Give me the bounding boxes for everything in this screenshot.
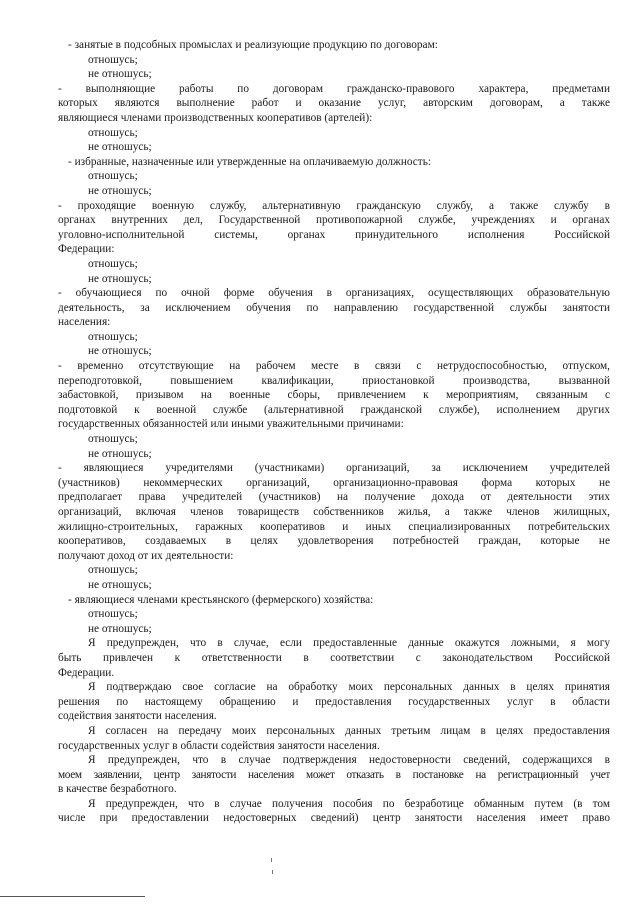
- text-line: населения:: [58, 316, 111, 329]
- option-yes: отношусь;: [88, 126, 138, 139]
- option-yes: отношусь;: [88, 608, 138, 621]
- option-yes: отношусь;: [88, 564, 138, 577]
- list-item: - выполняющие работы по договорам гражданско-правового характера, предметами: [58, 82, 610, 95]
- list-item: - являющиеся учредителями (участниками) организаций, за исключением учредителей: [58, 462, 610, 475]
- list-item: - обучающиеся по очной форме обучения в организациях, осуществляющих образовательную: [58, 287, 610, 300]
- text-line: в качестве безработного.: [58, 783, 177, 796]
- paragraph-line: Я предупрежден, что в случае, если предоставленные данные окажутся ложными, я могу: [88, 637, 610, 650]
- scan-speck: [272, 870, 273, 874]
- text-line: забастовкой, призывом на военные сборы, привлечением к мероприятиям, связанным с: [58, 389, 610, 402]
- text-line: переподготовкой, повышением квалификации, приостановкой производства, вызванной: [58, 374, 610, 387]
- text-line: моем заявлении, центр занятости населения может отказать в постановке на регистрационный учет: [58, 768, 610, 781]
- option-yes: отношусь;: [88, 53, 138, 66]
- option-no: не отношусь;: [88, 447, 152, 460]
- text-line: государственных обязанностей или иными уважительными причинами:: [58, 418, 404, 431]
- list-item: - занятые в подсобных промыслах и реализующие продукцию по договорам:: [68, 39, 438, 51]
- option-no: не отношусь;: [88, 68, 152, 81]
- option-no: не отношусь;: [88, 272, 152, 285]
- text-line: числе при предоставлении недостоверных сведений) центр занятости населения имеет право: [58, 812, 610, 825]
- list-item: - временно отсутствующие на рабочем месте в связи с нетрудоспособностью, отпуском,: [58, 360, 610, 373]
- list-item: - являющиеся членами крестьянского (фермерского) хозяйства:: [68, 593, 374, 606]
- paragraph-line: Я предупрежден, что в случае подтверждения недостоверности сведений, содержащихся в: [88, 754, 610, 767]
- text-line: подготовкой к военной службе (альтернативной гражданской службе), исполнением других: [58, 403, 610, 416]
- scan-speck: [271, 858, 272, 862]
- footnote-rule: [0, 896, 145, 897]
- text-line: которых являются выполнение работ и оказание услуг, авторским договорам, а также: [58, 97, 610, 110]
- paragraph-line: Я подтверждаю свое согласие на обработку моих персональных данных в целях принятия: [88, 681, 610, 694]
- text-line: предполагает права учредителей (участников) на получение дохода от деятельности этих: [58, 491, 610, 504]
- text-line: жилищно-строительных, гаражных кооперативов и иных специализированных потребительских: [58, 520, 610, 533]
- text-line: кооперативов, создаваемых в целях удовлетворения потребностей граждан, которые не: [58, 535, 610, 548]
- text-line: быть привлечен к ответственности в соответствии с законодательством Российской: [58, 651, 610, 664]
- text-line: деятельность, за исключением обучения по направлению государственной службы занятости: [58, 301, 610, 314]
- text-line: содействия занятости населения.: [58, 710, 217, 723]
- text-line: получают доход от их деятельности:: [58, 549, 234, 562]
- option-no: не отношусь;: [88, 184, 152, 197]
- option-yes: отношусь;: [88, 170, 138, 183]
- text-line: организаций, включая членов товариществ собственников жилья, а также членов жилищных,: [58, 506, 610, 518]
- text-line: решения по настоящему обращению и предоставления государственных услуг в области: [58, 695, 610, 708]
- option-yes: отношусь;: [88, 433, 138, 446]
- text-line: Федерации.: [58, 666, 115, 679]
- text-line: уголовно-исполнительной системы, органах принудительного исполнения Российской: [58, 228, 610, 241]
- text-line: являющиеся членами производственных кооперативов (артелей):: [58, 111, 373, 124]
- list-item: - избранные, назначенные или утвержденные на оплачиваемую должность:: [68, 155, 432, 168]
- list-item: - проходящие военную службу, альтернативную гражданскую службу, а также службу в: [58, 199, 610, 212]
- text-line: Федерации:: [58, 243, 115, 256]
- text-line: (участников) некоммерческих организаций, организационно-правовая форма которых не: [58, 476, 610, 489]
- option-yes: отношусь;: [88, 330, 138, 343]
- option-no: не отношусь;: [88, 578, 152, 591]
- option-no: не отношусь;: [88, 141, 152, 154]
- text-line: органах внутренних дел, Государственной противопожарной службе, учреждениях и органах: [58, 214, 610, 227]
- document-body: [58, 38, 610, 826]
- option-no: не отношусь;: [88, 345, 152, 358]
- paragraph-line: Я согласен на передачу моих персональных данных третьим лицам в целях предоставления: [88, 724, 610, 737]
- text-line: государственных услуг в области содействия занятости населения.: [58, 739, 380, 752]
- paragraph-line: Я предупрежден, что в случае получения пособия по безработице обманным путем (в том: [88, 797, 610, 810]
- option-yes: отношусь;: [88, 257, 138, 270]
- option-no: не отношусь;: [88, 622, 152, 635]
